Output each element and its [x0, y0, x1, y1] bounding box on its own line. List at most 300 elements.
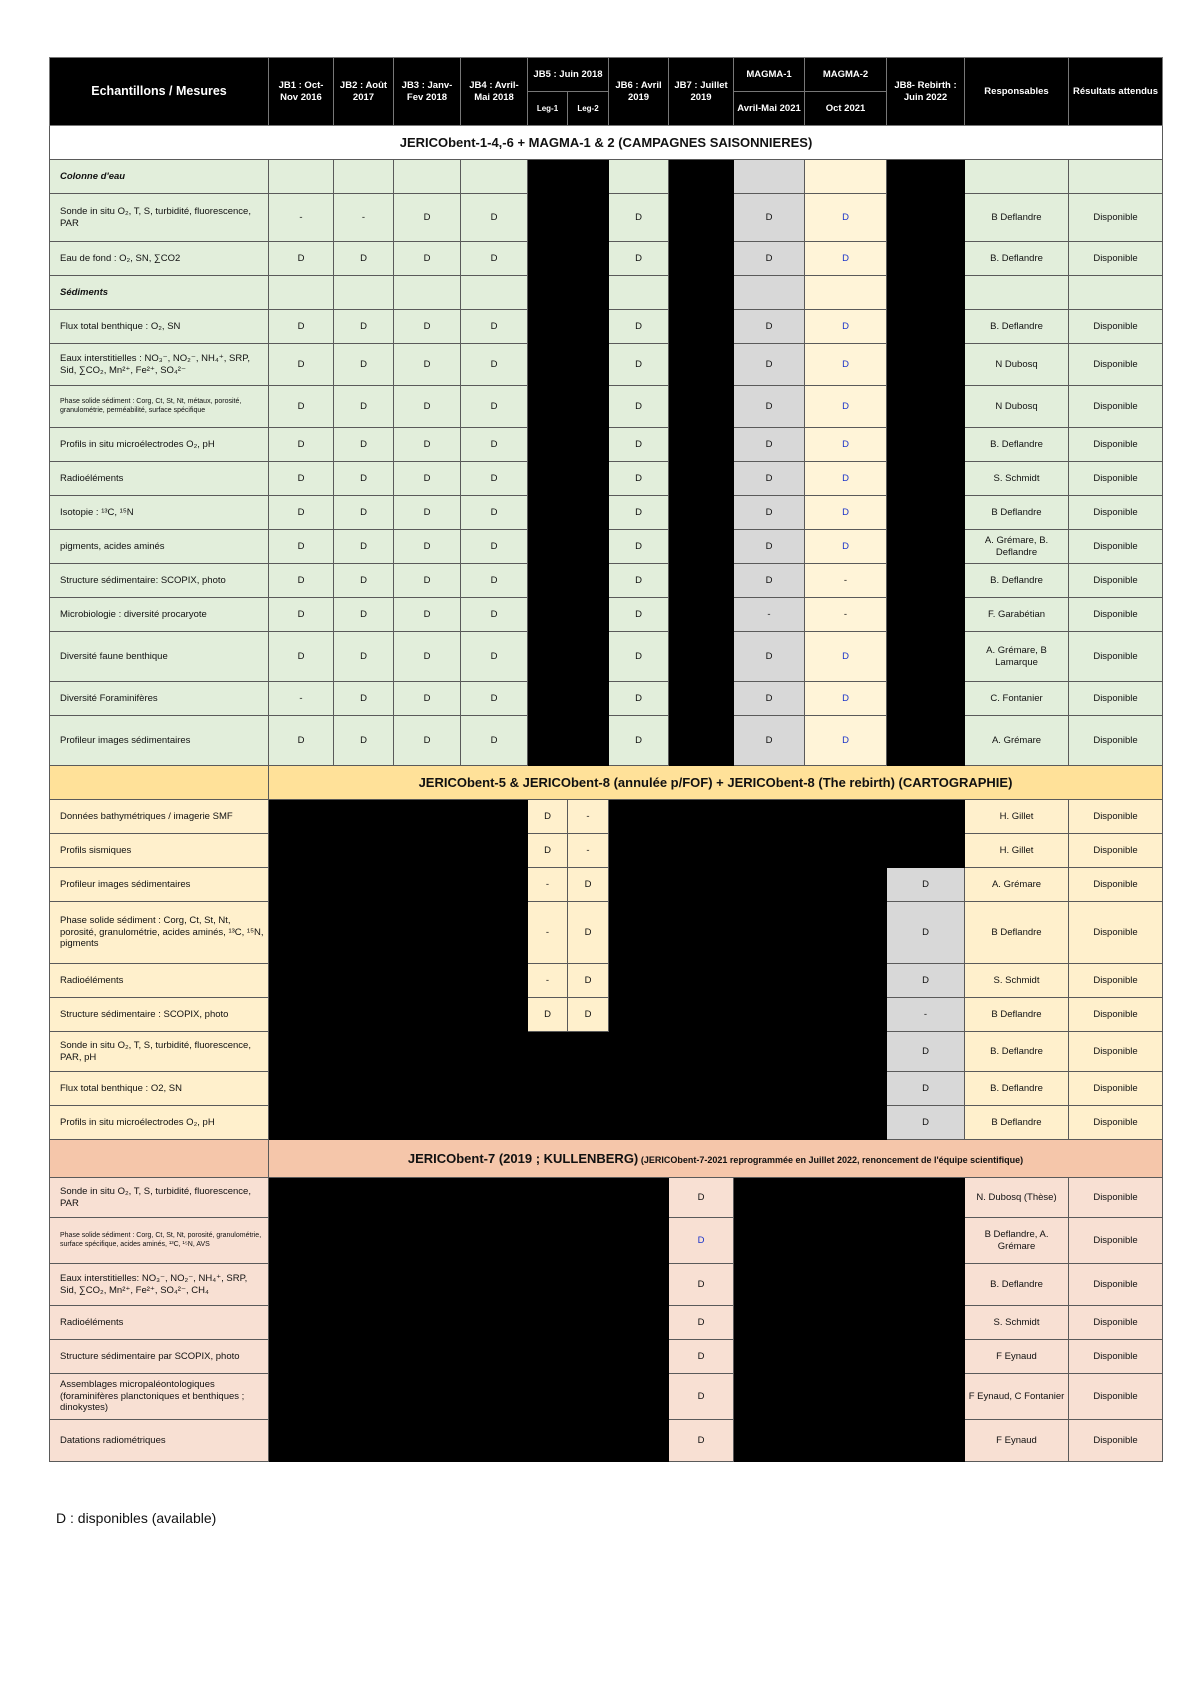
table-row — [50, 242, 1163, 276]
blank-cell — [394, 1340, 461, 1374]
header-magma1: MAGMA-1 — [734, 58, 805, 92]
blank-cell — [568, 1178, 609, 1218]
section2-rows — [50, 800, 1163, 1140]
blank-cell — [805, 1264, 887, 1306]
responsable-cell: B Deflandre — [965, 998, 1069, 1032]
value-cell-jb4: D — [461, 496, 528, 530]
blank-cell — [887, 598, 965, 632]
blank-cell — [734, 1420, 805, 1462]
row-label: Phase solide sédiment : Corg, Ct, St, Nt, métaux, porosité, granulométrie, perméabilité, surface spécifique — [50, 386, 269, 428]
blank-cell — [461, 1306, 528, 1340]
blank-cell — [568, 428, 609, 462]
header-magma2-date: Oct 2021 — [805, 92, 887, 126]
responsable-cell: F Eynaud — [965, 1420, 1069, 1462]
blank-cell — [269, 902, 334, 964]
data-availability-table — [49, 57, 1163, 1462]
row-label: Phase solide sédiment : Corg, Ct, St, Nt, porosité, granulométrie, surface spécifique, acides aminés, ¹³C, ¹⁵N, AVS — [50, 1218, 269, 1264]
group-label: Sédiments — [50, 276, 269, 310]
result-cell: Disponible — [1069, 716, 1163, 766]
blank-cell — [805, 1032, 887, 1072]
blank-cell — [887, 462, 965, 496]
table-cell — [734, 160, 805, 194]
responsable-cell: B Deflandre — [965, 1106, 1069, 1140]
blank-cell — [669, 564, 734, 598]
blank-cell — [734, 868, 805, 902]
blank-cell — [887, 242, 965, 276]
blank-cell — [568, 1340, 609, 1374]
result-cell: Disponible — [1069, 1374, 1163, 1420]
blank-cell — [269, 1032, 334, 1072]
blank-cell — [734, 1072, 805, 1106]
value-cell-jb8: D — [887, 964, 965, 998]
blank-cell — [669, 462, 734, 496]
blank-cell — [568, 632, 609, 682]
value-cell-jb6: D — [609, 344, 669, 386]
blank-cell — [461, 1072, 528, 1106]
row-label: Profils in situ microélectrodes O₂, pH — [50, 1106, 269, 1140]
blank-cell — [887, 682, 965, 716]
table-cell — [609, 160, 669, 194]
table-cell — [965, 276, 1069, 310]
blank-cell — [334, 964, 394, 998]
value-cell-leg1: - — [528, 902, 568, 964]
blank-cell — [669, 160, 734, 194]
blank-cell — [461, 1264, 528, 1306]
header-jb6: JB6 : Avril 2019 — [609, 58, 669, 126]
result-cell: Disponible — [1069, 1306, 1163, 1340]
responsable-cell: B. Deflandre — [965, 1264, 1069, 1306]
value-cell-jb6: D — [609, 682, 669, 716]
value-cell-jb1: D — [269, 344, 334, 386]
row-label: Diversité faune benthique — [50, 632, 269, 682]
value-cell-magma1: D — [734, 530, 805, 564]
blank-cell — [528, 1306, 568, 1340]
section2-title: JERICObent-5 & JERICObent-8 (annulée p/FOF) + JERICObent-8 (The rebirth) (CARTOGRAPHIE) — [269, 766, 1163, 800]
value-cell-jb7: D — [669, 1374, 734, 1420]
row-label: Eaux interstitielles : NO₃⁻, NO₂⁻, NH₄⁺, SRP, Sid, ∑CO₂, Mn²⁺, Fe²⁺, SO₄²⁻ — [50, 344, 269, 386]
value-cell-magma2: - — [805, 598, 887, 632]
result-cell: Disponible — [1069, 530, 1163, 564]
responsable-cell: F Eynaud, C Fontanier — [965, 1374, 1069, 1420]
value-cell-leg1: D — [528, 800, 568, 834]
table-cell — [805, 160, 887, 194]
value-cell-jb2: D — [334, 428, 394, 462]
value-cell-jb4: D — [461, 194, 528, 242]
section2-head — [50, 766, 1163, 800]
table-row — [50, 868, 1163, 902]
blank-cell — [887, 564, 965, 598]
blank-cell — [805, 1106, 887, 1140]
value-cell-magma2: D — [805, 682, 887, 716]
table-row — [50, 1420, 1163, 1462]
blank-cell — [669, 632, 734, 682]
blank-cell — [887, 386, 965, 428]
responsable-cell: H. Gillet — [965, 834, 1069, 868]
blank-cell — [334, 1420, 394, 1462]
value-cell-jb1: D — [269, 496, 334, 530]
value-cell-jb7: D — [669, 1420, 734, 1462]
value-cell-jb8: - — [887, 998, 965, 1032]
result-cell: Disponible — [1069, 682, 1163, 716]
value-cell-jb1: D — [269, 428, 334, 462]
value-cell-leg2: D — [568, 964, 609, 998]
responsable-cell: B. Deflandre — [965, 1072, 1069, 1106]
result-cell: Disponible — [1069, 1340, 1163, 1374]
value-cell-jb4: D — [461, 682, 528, 716]
value-cell-jb3: D — [394, 632, 461, 682]
blank-cell — [528, 564, 568, 598]
section1-body — [50, 126, 1163, 160]
blank-cell — [887, 1340, 965, 1374]
blank-cell — [669, 800, 734, 834]
value-cell-jb6: D — [609, 632, 669, 682]
table-cell — [1069, 276, 1163, 310]
blank-cell — [609, 998, 669, 1032]
table-row — [50, 386, 1163, 428]
value-cell-jb6: D — [609, 428, 669, 462]
table-row — [50, 998, 1163, 1032]
blank-cell — [528, 1106, 568, 1140]
blank-cell — [805, 800, 887, 834]
section3-rows — [50, 1178, 1163, 1462]
value-cell-magma2: D — [805, 496, 887, 530]
blank-cell — [461, 868, 528, 902]
value-cell-jb7: D — [669, 1264, 734, 1306]
blank-cell — [669, 276, 734, 310]
blank-cell — [805, 1218, 887, 1264]
value-cell-jb8: D — [887, 1072, 965, 1106]
table-row — [50, 1374, 1163, 1420]
blank-cell — [528, 1420, 568, 1462]
value-cell-magma1: D — [734, 496, 805, 530]
blank-cell — [269, 1106, 334, 1140]
blank-cell — [609, 902, 669, 964]
value-cell-magma2: D — [805, 310, 887, 344]
blank-cell — [887, 344, 965, 386]
row-label: Isotopie : ¹³C, ¹⁵N — [50, 496, 269, 530]
header-magma1-date: Avril-Mai 2021 — [734, 92, 805, 126]
result-cell: Disponible — [1069, 598, 1163, 632]
blank-cell — [609, 1340, 669, 1374]
table-row — [50, 1218, 1163, 1264]
blank-cell — [528, 1178, 568, 1218]
table-row — [50, 1178, 1163, 1218]
blank-cell — [568, 716, 609, 766]
blank-cell — [394, 1032, 461, 1072]
blank-cell — [805, 964, 887, 998]
responsable-cell: A. Grémare — [965, 716, 1069, 766]
result-cell: Disponible — [1069, 902, 1163, 964]
value-cell-jb1: - — [269, 682, 334, 716]
row-label: Profileur images sédimentaires — [50, 716, 269, 766]
blank-cell — [528, 428, 568, 462]
value-cell-jb6: D — [609, 496, 669, 530]
result-cell: Disponible — [1069, 834, 1163, 868]
table-cell — [1069, 160, 1163, 194]
blank-cell — [887, 428, 965, 462]
blank-cell — [334, 800, 394, 834]
blank-cell — [734, 1340, 805, 1374]
row-label: Datations radiométriques — [50, 1420, 269, 1462]
value-cell-jb2: D — [334, 632, 394, 682]
value-cell-jb3: D — [394, 530, 461, 564]
value-cell-jb2: D — [334, 682, 394, 716]
result-cell: Disponible — [1069, 344, 1163, 386]
blank-cell — [394, 834, 461, 868]
value-cell-magma1: D — [734, 194, 805, 242]
blank-cell — [334, 1340, 394, 1374]
value-cell-jb6: D — [609, 242, 669, 276]
blank-cell — [269, 800, 334, 834]
blank-cell — [609, 1106, 669, 1140]
table-row — [50, 344, 1163, 386]
value-cell-jb4: D — [461, 716, 528, 766]
value-cell-jb6: D — [609, 564, 669, 598]
blank-cell — [394, 800, 461, 834]
blank-cell — [805, 1420, 887, 1462]
responsable-cell: H. Gillet — [965, 800, 1069, 834]
row-label: Structure sédimentaire : SCOPIX, photo — [50, 998, 269, 1032]
value-cell-jb8: D — [887, 868, 965, 902]
blank-cell — [568, 462, 609, 496]
blank-cell — [334, 1374, 394, 1420]
blank-cell — [334, 1306, 394, 1340]
value-cell-magma1: D — [734, 462, 805, 496]
table-cell — [734, 276, 805, 310]
table-row — [50, 632, 1163, 682]
blank-cell — [887, 160, 965, 194]
value-cell-jb1: D — [269, 564, 334, 598]
result-cell: Disponible — [1069, 632, 1163, 682]
value-cell-leg2: - — [568, 834, 609, 868]
blank-cell — [568, 1264, 609, 1306]
blank-cell — [568, 160, 609, 194]
value-cell-jb1: D — [269, 386, 334, 428]
blank-cell — [461, 800, 528, 834]
blank-cell — [394, 1072, 461, 1106]
responsable-cell: B Deflandre — [965, 194, 1069, 242]
value-cell-magma2: D — [805, 428, 887, 462]
blank-cell — [461, 834, 528, 868]
blank-cell — [609, 1032, 669, 1072]
value-cell-jb2: D — [334, 496, 394, 530]
result-cell: Disponible — [1069, 1420, 1163, 1462]
blank-cell — [528, 530, 568, 564]
row-label: Profileur images sédimentaires — [50, 868, 269, 902]
value-cell-magma1: D — [734, 344, 805, 386]
blank-cell — [669, 310, 734, 344]
value-cell-jb2: D — [334, 242, 394, 276]
value-cell-jb7: D — [669, 1306, 734, 1340]
value-cell-jb1: D — [269, 462, 334, 496]
group-label: Colonne d'eau — [50, 160, 269, 194]
blank-cell — [609, 1218, 669, 1264]
value-cell-magma2: D — [805, 344, 887, 386]
blank-cell — [669, 386, 734, 428]
result-cell: Disponible — [1069, 386, 1163, 428]
value-cell-jb1: D — [269, 530, 334, 564]
value-cell-jb1: - — [269, 194, 334, 242]
table-cell — [334, 276, 394, 310]
blank-cell — [269, 1374, 334, 1420]
value-cell-jb4: D — [461, 530, 528, 564]
value-cell-jb3: D — [394, 310, 461, 344]
table-cell — [269, 276, 334, 310]
blank-cell — [461, 1420, 528, 1462]
responsable-cell: N Dubosq — [965, 344, 1069, 386]
blank-cell — [568, 242, 609, 276]
responsable-cell: A. Grémare — [965, 868, 1069, 902]
blank-cell — [269, 834, 334, 868]
blank-cell — [609, 868, 669, 902]
result-cell: Disponible — [1069, 462, 1163, 496]
blank-cell — [568, 1306, 609, 1340]
blank-cell — [609, 1264, 669, 1306]
table-row — [50, 902, 1163, 964]
value-cell-magma1: D — [734, 242, 805, 276]
blank-cell — [528, 632, 568, 682]
row-label: Radioéléments — [50, 1306, 269, 1340]
result-cell: Disponible — [1069, 496, 1163, 530]
responsable-cell: S. Schmidt — [965, 1306, 1069, 1340]
blank-cell — [734, 1374, 805, 1420]
blank-cell — [528, 716, 568, 766]
responsable-cell: A. Grémare, B Lamarque — [965, 632, 1069, 682]
table-row — [50, 834, 1163, 868]
blank-cell — [461, 1106, 528, 1140]
result-cell: Disponible — [1069, 998, 1163, 1032]
blank-cell — [528, 462, 568, 496]
blank-cell — [669, 716, 734, 766]
table-row — [50, 194, 1163, 242]
responsable-cell: F Eynaud — [965, 1340, 1069, 1374]
blank-cell — [269, 964, 334, 998]
blank-cell — [609, 834, 669, 868]
table-row — [50, 682, 1163, 716]
table-row — [50, 598, 1163, 632]
value-cell-leg1: D — [528, 998, 568, 1032]
value-cell-jb1: D — [269, 598, 334, 632]
blank-cell — [734, 1106, 805, 1140]
value-cell-jb4: D — [461, 564, 528, 598]
blank-cell — [805, 1340, 887, 1374]
table-cell — [609, 276, 669, 310]
responsable-cell: B Deflandre, A. Grémare — [965, 1218, 1069, 1264]
table-row — [50, 462, 1163, 496]
blank-cell — [461, 1374, 528, 1420]
value-cell-leg2: D — [568, 998, 609, 1032]
table-row — [50, 530, 1163, 564]
responsable-cell: B. Deflandre — [965, 242, 1069, 276]
table-cell — [461, 276, 528, 310]
row-label: Assemblages micropaléontologiques (foraminifères planctoniques et benthiques ; dinokystes) — [50, 1374, 269, 1420]
blank-cell — [394, 1264, 461, 1306]
blank-cell — [609, 800, 669, 834]
blank-cell — [568, 1374, 609, 1420]
value-cell-leg2: D — [568, 868, 609, 902]
blank-cell — [734, 834, 805, 868]
blank-cell — [669, 242, 734, 276]
section3-title-cell — [269, 1140, 1163, 1178]
row-label: Microbiologie : diversité procaryote — [50, 598, 269, 632]
blank-cell — [887, 194, 965, 242]
blank-cell — [528, 386, 568, 428]
blank-cell — [887, 530, 965, 564]
row-label: Profils in situ microélectrodes O₂, pH — [50, 428, 269, 462]
blank-cell — [394, 1420, 461, 1462]
table-row — [50, 1106, 1163, 1140]
value-cell-magma2: D — [805, 632, 887, 682]
result-cell: Disponible — [1069, 964, 1163, 998]
blank-cell — [609, 1306, 669, 1340]
blank-cell — [334, 902, 394, 964]
section1-title: JERICObent-1-4,-6 + MAGMA-1 & 2 (CAMPAGNES SAISONNIERES) — [50, 126, 1163, 160]
result-cell: Disponible — [1069, 1264, 1163, 1306]
section1-rows — [50, 160, 1163, 766]
value-cell-magma2: D — [805, 462, 887, 496]
section2-title-spacer — [50, 766, 269, 800]
value-cell-jb1: D — [269, 310, 334, 344]
table-cell — [965, 160, 1069, 194]
value-cell-jb6: D — [609, 310, 669, 344]
blank-cell — [568, 1106, 609, 1140]
value-cell-magma1: D — [734, 682, 805, 716]
value-cell-jb8: D — [887, 1106, 965, 1140]
blank-cell — [609, 964, 669, 998]
value-cell-jb3: D — [394, 386, 461, 428]
responsable-cell: F. Garabétian — [965, 598, 1069, 632]
responsable-cell: S. Schmidt — [965, 964, 1069, 998]
blank-cell — [269, 868, 334, 902]
blank-cell — [269, 998, 334, 1032]
blank-cell — [334, 1106, 394, 1140]
header-jb8: JB8- Rebirth : Juin 2022 — [887, 58, 965, 126]
blank-cell — [669, 1072, 734, 1106]
table-cell — [394, 276, 461, 310]
blank-cell — [887, 310, 965, 344]
blank-cell — [887, 496, 965, 530]
blank-cell — [528, 1374, 568, 1420]
responsable-cell: N. Dubosq (Thèse) — [965, 1178, 1069, 1218]
value-cell-jb4: D — [461, 344, 528, 386]
blank-cell — [568, 1420, 609, 1462]
blank-cell — [805, 834, 887, 868]
blank-cell — [805, 1072, 887, 1106]
row-label: Sonde in situ O₂, T, S, turbidité, fluorescence, PAR, pH — [50, 1032, 269, 1072]
blank-cell — [887, 1218, 965, 1264]
blank-cell — [609, 1072, 669, 1106]
section3-head — [50, 1140, 1163, 1178]
blank-cell — [528, 1072, 568, 1106]
value-cell-jb2: D — [334, 386, 394, 428]
blank-cell — [669, 998, 734, 1032]
table-row — [50, 800, 1163, 834]
row-label: Radioéléments — [50, 964, 269, 998]
row-label: Structure sédimentaire: SCOPIX, photo — [50, 564, 269, 598]
table-row — [50, 964, 1163, 998]
blank-cell — [568, 344, 609, 386]
value-cell-leg2: - — [568, 800, 609, 834]
value-cell-jb3: D — [394, 598, 461, 632]
blank-cell — [394, 964, 461, 998]
value-cell-jb3: D — [394, 428, 461, 462]
blank-cell — [528, 242, 568, 276]
row-label: Données bathymétriques / imagerie SMF — [50, 800, 269, 834]
responsable-cell: B. Deflandre — [965, 310, 1069, 344]
blank-cell — [805, 902, 887, 964]
blank-cell — [394, 868, 461, 902]
blank-cell — [669, 496, 734, 530]
